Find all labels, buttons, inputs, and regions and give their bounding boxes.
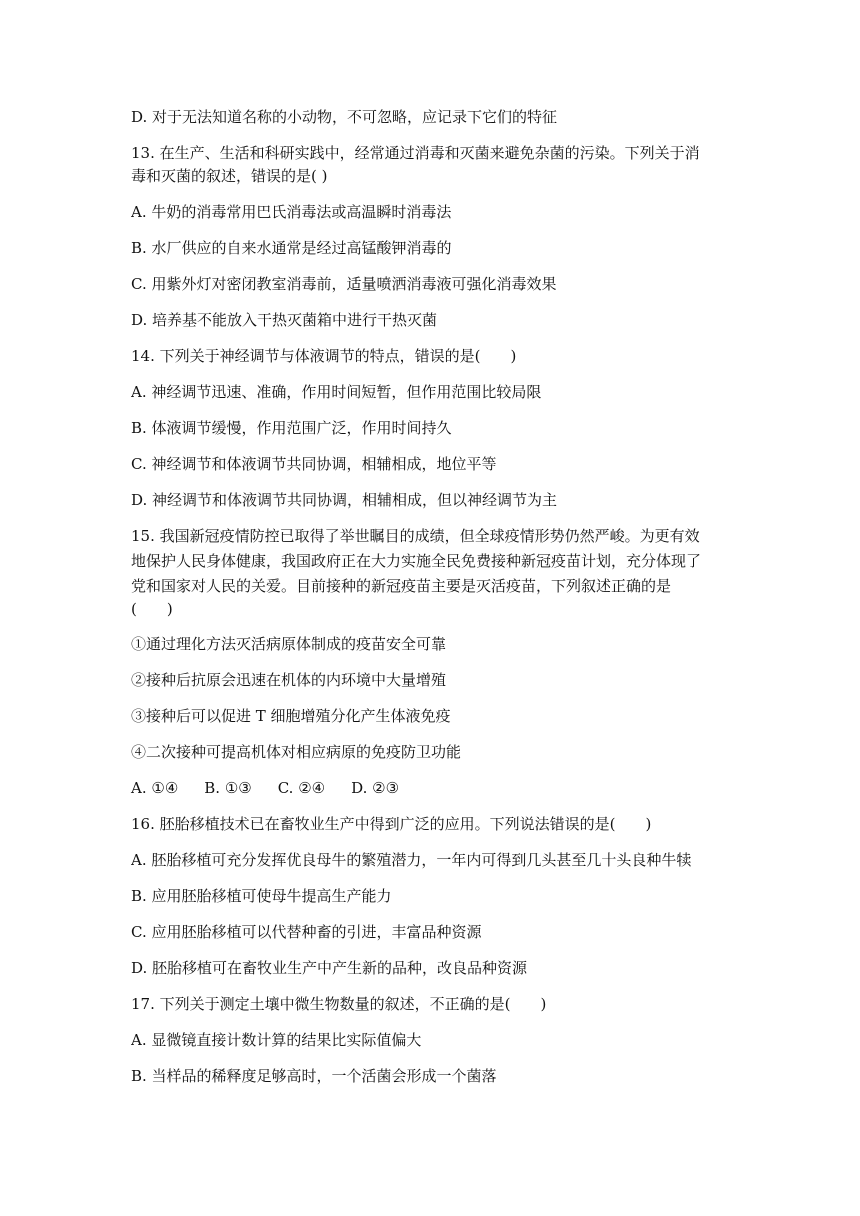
q15-statement-1: ①通过理化方法灭活病原体制成的疫苗安全可靠 xyxy=(131,635,447,653)
q14-option-d: D. 神经调节和体液调节共同协调，相辅相成，但以神经调节为主 xyxy=(131,491,558,509)
q15-stem-line-1: 15. 我国新冠疫情防控已取得了举世瞩目的成绩，但全球疫情形势仍然严峻。为更有效 xyxy=(131,527,700,545)
q15-option-a: A. ①④ xyxy=(131,779,179,797)
q16-stem: 16. 胚胎移植技术已在畜牧业生产中得到广泛的应用。下列说法错误的是( ) xyxy=(131,815,652,833)
q14-stem: 14. 下列关于神经调节与体液调节的特点，错误的是( ) xyxy=(131,347,517,365)
q17-option-a: A. 显微镜直接计数计算的结果比实际值偏大 xyxy=(131,1031,422,1049)
q13-stem-line-1: 13. 在生产、生活和科研实践中，经常通过消毒和灭菌来避免杂菌的污染。下列关于消 xyxy=(131,144,700,162)
q12-option-d: D. 对于无法知道名称的小动物，不可忽略，应记录下它们的特征 xyxy=(131,108,558,126)
q15-statement-4: ④二次接种可提高机体对相应病原的免疫防卫功能 xyxy=(131,743,462,761)
q17-stem: 17. 下列关于测定土壤中微生物数量的叙述，不正确的是( ) xyxy=(131,995,547,1013)
q13-option-d: D. 培养基不能放入干热灭菌箱中进行干热灭菌 xyxy=(131,311,438,329)
q14-option-c: C. 神经调节和体液调节共同协调，相辅相成，地位平等 xyxy=(131,455,497,473)
q15-option-c: C. ②④ xyxy=(277,779,326,797)
q14-option-a: A. 神经调节迅速、准确，作用时间短暂，但作用范围比较局限 xyxy=(131,383,542,401)
q15-stem-line-4: ( ) xyxy=(131,600,173,618)
q15-option-b: B. ①③ xyxy=(204,779,252,797)
q13-option-b: B. 水厂供应的自来水通常是经过高锰酸钾消毒的 xyxy=(131,239,452,257)
q15-option-d: D. ②③ xyxy=(351,779,400,797)
q16-option-a: A. 胚胎移植可充分发挥优良母牛的繁殖潜力，一年内可得到几头甚至几十头良种牛犊 xyxy=(131,851,692,869)
q16-option-b: B. 应用胚胎移植可使母牛提高生产能力 xyxy=(131,887,392,905)
q16-option-c: C. 应用胚胎移植可以代替种畜的引进，丰富品种资源 xyxy=(131,923,482,941)
q15-statement-2: ②接种后抗原会迅速在机体的内环境中大量增殖 xyxy=(131,671,447,689)
q15-stem-line-3: 党和国家对人民的关爱。目前接种的新冠疫苗主要是灭活疫苗，下列叙述正确的是 xyxy=(131,577,672,595)
q13-stem-line-2: 毒和灭菌的叙述，错误的是( ) xyxy=(131,167,328,185)
q13-option-a: A. 牛奶的消毒常用巴氏消毒法或高温瞬时消毒法 xyxy=(131,203,452,221)
q14-option-b: B. 体液调节缓慢，作用范围广泛，作用时间持久 xyxy=(131,419,452,437)
q17-option-b: B. 当样品的稀释度足够高时，一个活菌会形成一个菌落 xyxy=(131,1067,497,1085)
q15-stem-line-2: 地保护人民身体健康，我国政府正在大力实施全民免费接种新冠疫苗计划，充分体现了 xyxy=(131,552,702,570)
q16-option-d: D. 胚胎移植可在畜牧业生产中产生新的品种，改良品种资源 xyxy=(131,959,528,977)
q13-option-c: C. 用紫外灯对密闭教室消毒前，适量喷洒消毒液可强化消毒效果 xyxy=(131,275,557,293)
q15-statement-3: ③接种后可以促进 T 细胞增殖分化产生体液免疫 xyxy=(131,707,451,725)
q15-options xyxy=(131,776,425,800)
